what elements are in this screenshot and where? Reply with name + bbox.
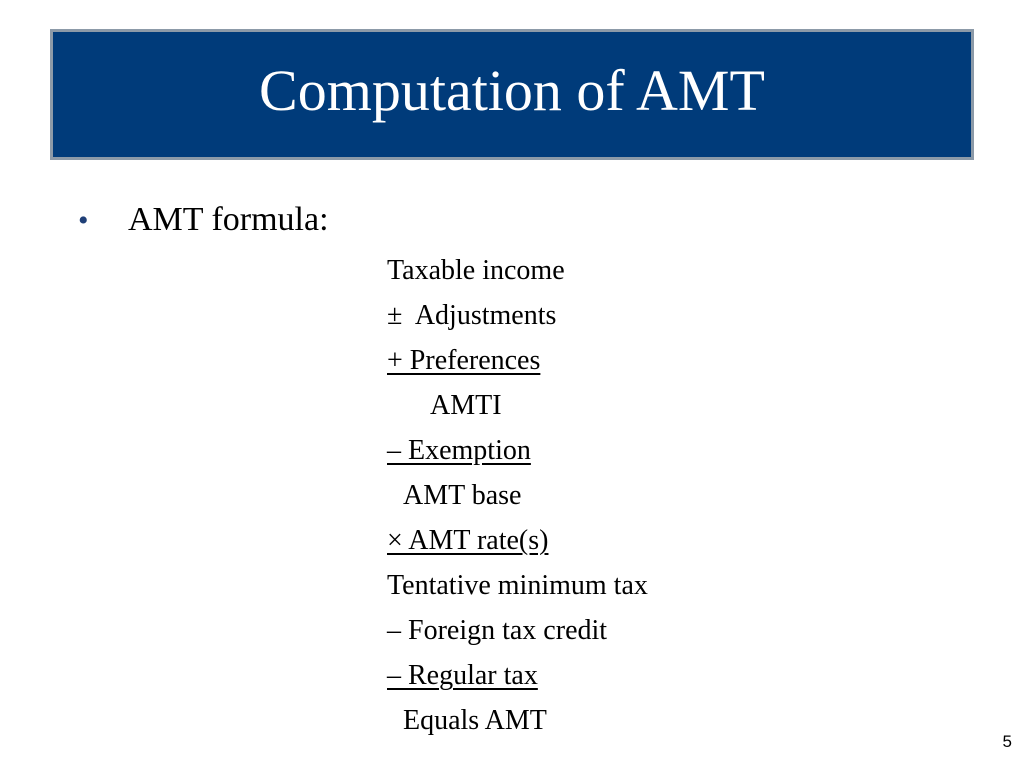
formula-line-adjustments: ± Adjustments <box>387 300 557 331</box>
formula-line-tentative-minimum-tax: Tentative minimum tax <box>387 570 648 601</box>
formula-line-amti: AMTI <box>430 390 502 421</box>
formula-line-exemption: – Exemption <box>387 435 531 466</box>
amt-formula <box>387 248 648 743</box>
formula-line-amt-base: AMT base <box>403 480 522 511</box>
bullet-item <box>78 196 329 245</box>
bullet-icon: • <box>78 204 89 237</box>
formula-line-amt-rates: × AMT rate(s) <box>387 525 549 556</box>
page-number: 5 <box>1002 732 1012 751</box>
slide-title: Computation of AMT <box>259 57 765 123</box>
bullet-text: AMT formula: <box>128 201 329 238</box>
formula-line-equals-amt: Equals AMT <box>403 705 547 736</box>
formula-line-regular-tax: – Regular tax <box>387 660 538 691</box>
formula-line-foreign-tax-credit: – Foreign tax credit <box>387 615 608 646</box>
title-banner <box>50 29 974 160</box>
formula-line-preferences: + Preferences <box>387 345 541 376</box>
formula-line-taxable-income: Taxable income <box>387 255 565 286</box>
